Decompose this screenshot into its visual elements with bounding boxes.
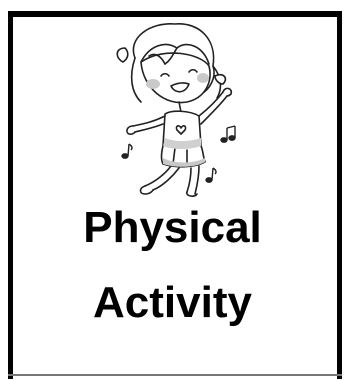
title-line-physical: Physical bbox=[83, 203, 262, 252]
card-border-top bbox=[8, 11, 342, 17]
title-line-activity: Activity bbox=[93, 278, 252, 327]
card-border-bottom bbox=[8, 374, 342, 376]
dancing-girl-illustration bbox=[105, 18, 255, 200]
